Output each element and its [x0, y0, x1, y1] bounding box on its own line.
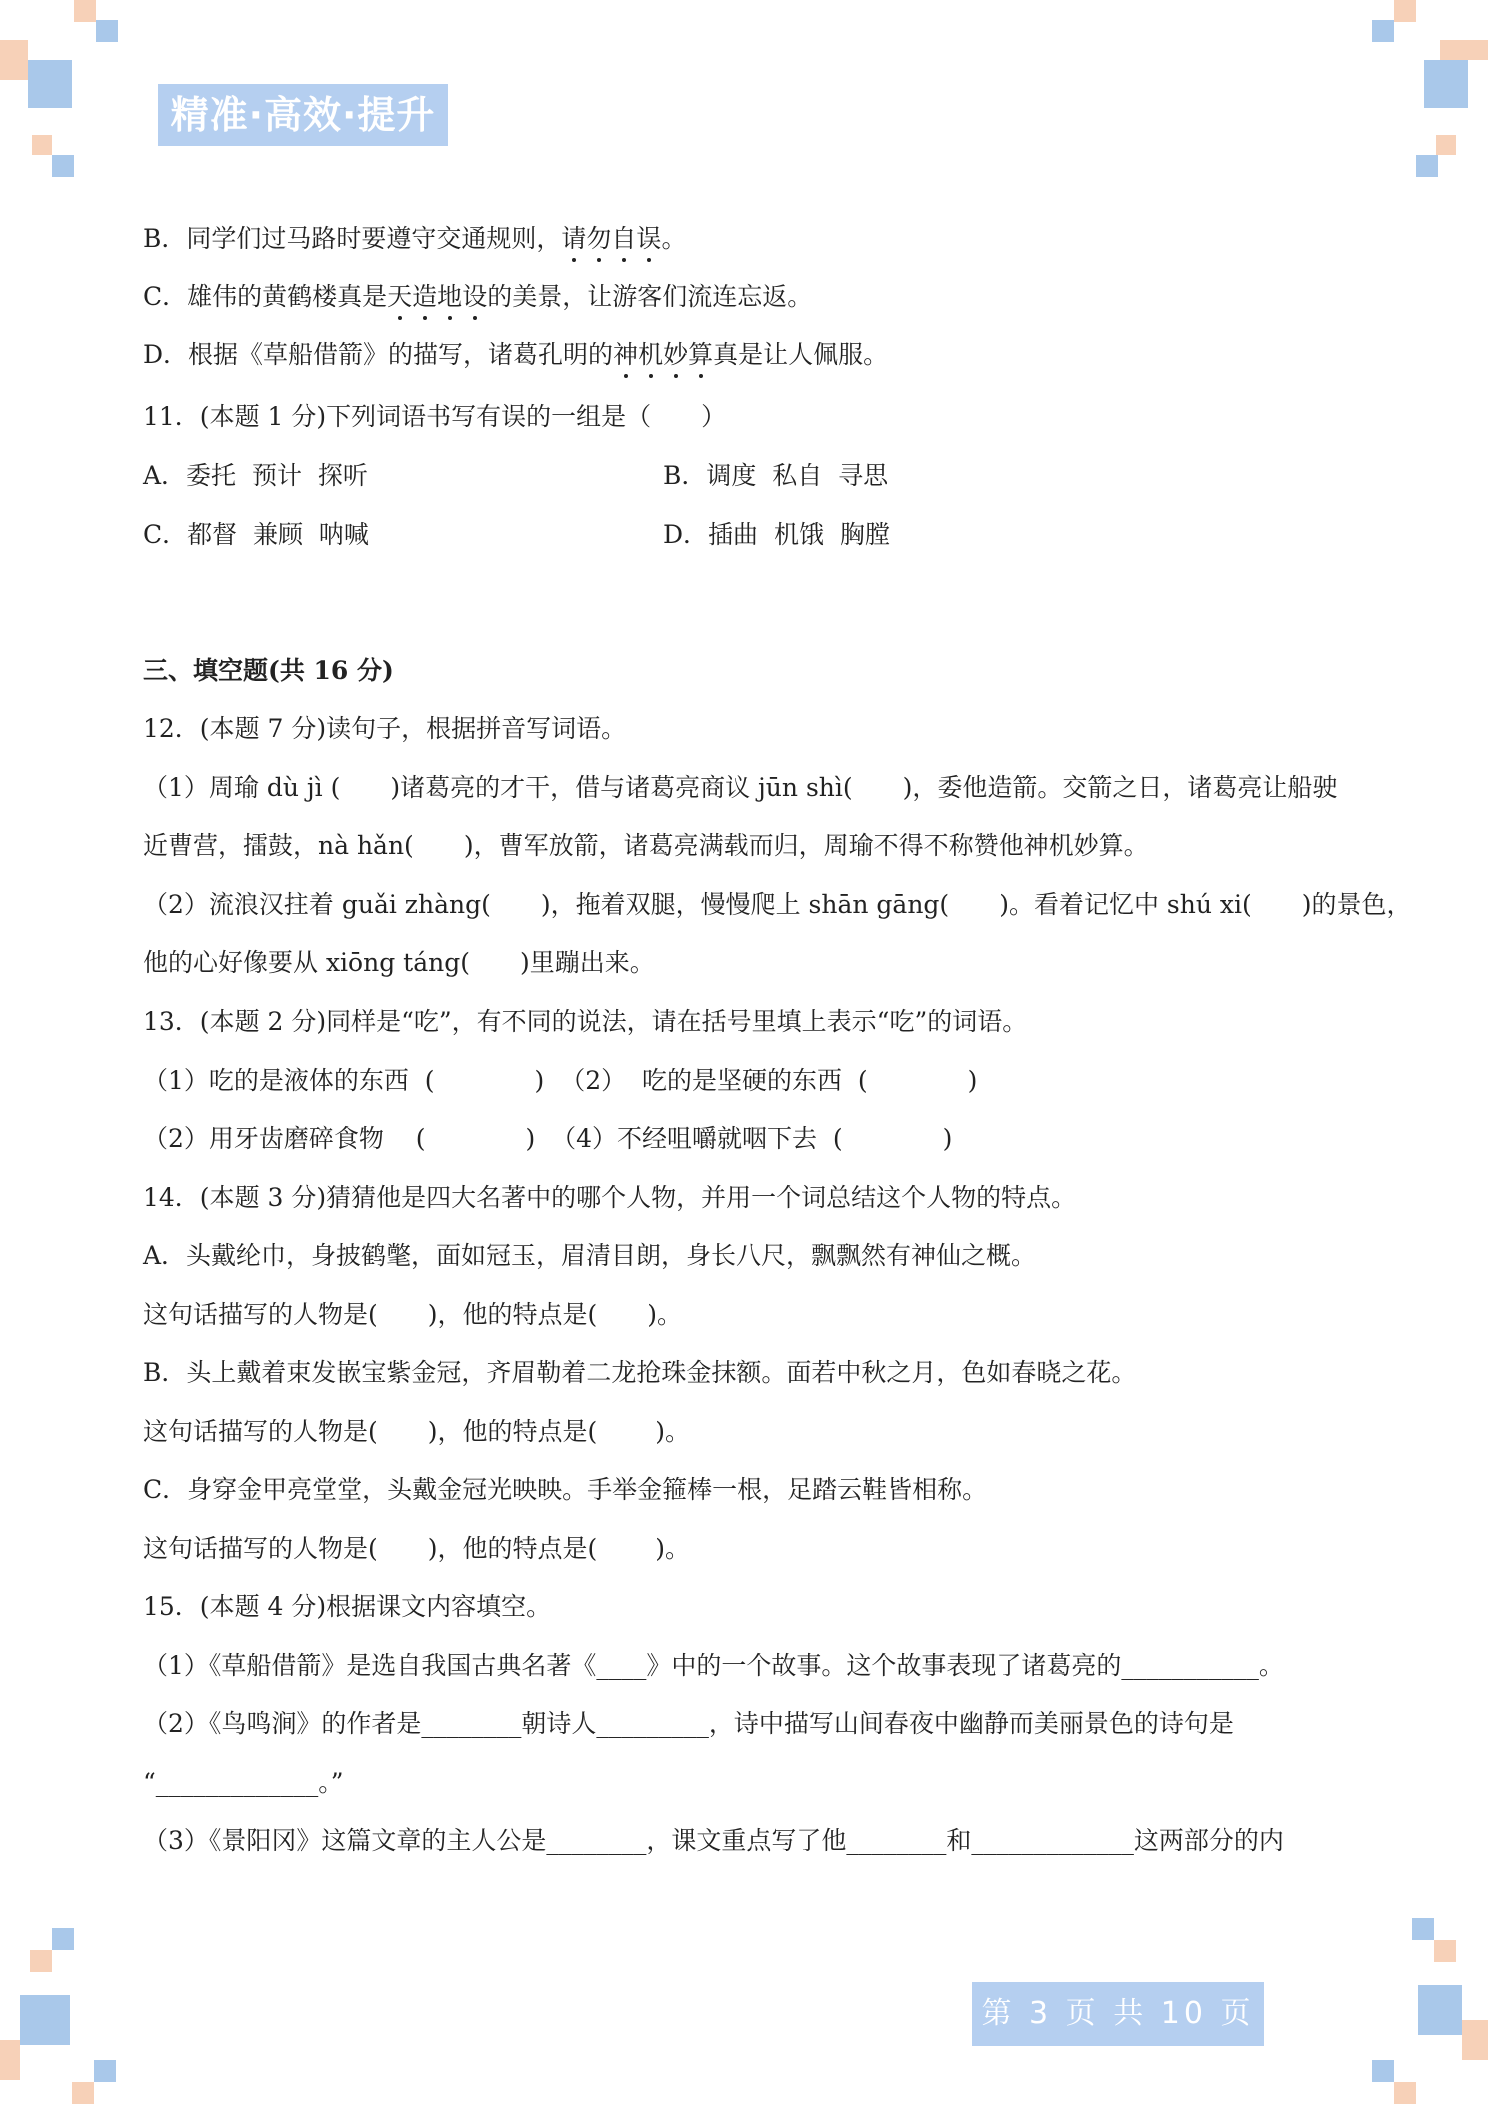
question-14-c-answer: 这句话描写的人物是( )，他的特点是( )。: [143, 1534, 690, 1563]
emphasis-char: 自: [611, 222, 636, 256]
option-a-q11: A．委托 预计 探听: [143, 461, 368, 490]
corner-decor: [52, 1928, 74, 1950]
emphasis-char: 机: [638, 338, 663, 372]
emphasis-char: 天: [387, 280, 412, 314]
emphasis-char: 妙: [663, 338, 688, 372]
emphasis-char: 误: [636, 222, 661, 256]
corner-decor: [96, 20, 118, 42]
corner-decor: [1372, 20, 1394, 42]
emphasis-char: 地: [437, 280, 462, 314]
emphasis-char: 算: [688, 338, 713, 372]
corner-decor: [1372, 2060, 1394, 2082]
question-14: 14．(本题 3 分)猜猜他是四大名著中的哪个人物，并用一个词总结这个人物的特点。: [143, 1183, 1077, 1212]
emphasis-char: 神: [613, 338, 638, 372]
question-13: 13．(本题 2 分)同样是“吃”，有不同的说法，请在括号里填上表示“吃”的词语。: [143, 1007, 1028, 1036]
emphasis-char: 请: [561, 222, 586, 256]
emphasis-char: 勿: [586, 222, 611, 256]
question-14-a: A．头戴纶巾，身披鹤氅，面如冠玉，眉清目朗，身长八尺，飘飘然有神仙之概。: [143, 1241, 1037, 1270]
question-15-part3: （3）《景阳冈》这篇文章的主人公是________，课文重点写了他________和_____________这两部分的内: [143, 1826, 1284, 1855]
option-text: 真是让人佩服。: [713, 340, 889, 369]
corner-decor: [1412, 1918, 1434, 1940]
question-12-part2: （2）流浪汉拄着 guǎi zhàng( )，拖着双腿，慢慢爬上 shān gāng( )。看着记忆中 shú xi( )的景色，: [143, 890, 1412, 919]
corner-decor: [32, 135, 52, 155]
corner-decor: [1434, 1940, 1456, 1962]
section-title: 三、填空题(共 16 分): [143, 656, 394, 685]
corner-decor: [94, 2060, 116, 2082]
corner-decor: [1416, 155, 1438, 177]
question-14-b-answer: 这句话描写的人物是( )，他的特点是( )。: [143, 1417, 690, 1446]
corner-decor: [1424, 60, 1468, 108]
option-c-q10: [143, 280, 812, 314]
option-text: 的美景，让游客们流连忘返。: [487, 282, 813, 311]
question-12-part2-cont: 他的心好像要从 xiōng táng( )里蹦出来。: [143, 948, 655, 977]
corner-decor: [1418, 1985, 1462, 2035]
question-12-part1-cont: 近曹营，擂鼓，nà hǎn( )，曹军放箭，诸葛亮满载而归，周瑜不得不称赞他神机妙算。: [143, 831, 1149, 860]
corner-decor: [52, 155, 74, 177]
option-d-q11: D．插曲 机饿 胸膛: [663, 520, 890, 549]
emphasis-char: 造: [412, 280, 437, 314]
question-15-part2: （2）《鸟鸣涧》的作者是________朝诗人_________，诗中描写山间春夜中幽静而美丽景色的诗句是: [143, 1709, 1234, 1738]
corner-decor: [1394, 2082, 1416, 2104]
corner-decor: [30, 1950, 52, 1972]
page-number: 第 3 页 共 10 页: [972, 1982, 1264, 2046]
option-text: D．根据《草船借箭》的描写，诸葛孔明的: [143, 340, 614, 369]
corner-decor: [74, 0, 96, 22]
question-12-part1: （1）周瑜 dù jì ( )诸葛亮的才干，借与诸葛亮商议 jūn shì( )，委他造箭。交箭之日，诸葛亮让船驶: [143, 773, 1338, 802]
question-15-part2-cont: “_____________。”: [143, 1768, 344, 1797]
corner-decor: [1440, 40, 1488, 60]
option-text: B．同学们过马路时要遵守交通规则，: [143, 224, 562, 253]
question-15: 15．(本题 4 分)根据课文内容填空。: [143, 1592, 552, 1621]
question-15-part1: （1）《草船借箭》是选自我国古典名著《____》中的一个故事。这个故事表现了诸葛亮的___________。: [143, 1651, 1284, 1680]
option-c-q11: C．都督 兼顾 呐喊: [143, 520, 369, 549]
question-14-c: C．身穿金甲亮堂堂，头戴金冠光映映。手举金箍棒一根，足踏云鞋皆相称。: [143, 1475, 988, 1504]
corner-decor: [28, 60, 72, 108]
corner-decor: [20, 1995, 70, 2045]
corner-decor: [72, 2082, 94, 2104]
header-banner: 精准·高效·提升: [158, 84, 448, 146]
corner-decor: [0, 40, 28, 80]
option-d-q10: [143, 338, 888, 372]
corner-decor: [0, 2040, 20, 2080]
corner-decor: [1394, 0, 1416, 22]
question-13-row2: （2）用牙齿磨碎食物 ( ) （4）不经咀嚼就咽下去 ( ): [143, 1124, 953, 1153]
option-text: C．雄伟的黄鹤楼真是: [143, 282, 388, 311]
corner-decor: [1436, 135, 1456, 155]
question-14-b: B．头上戴着束发嵌宝紫金冠，齐眉勒着二龙抢珠金抹额。面若中秋之月，色如春晓之花。: [143, 1358, 1137, 1387]
question-13-row1: （1）吃的是液体的东西 ( ) （2） 吃的是坚硬的东西 ( ): [143, 1066, 978, 1095]
option-b-q11: B．调度 私自 寻思: [663, 461, 889, 490]
option-b-q10: [143, 222, 686, 256]
emphasis-char: 设: [462, 280, 487, 314]
option-text: 。: [661, 224, 687, 253]
corner-decor: [1462, 2020, 1488, 2060]
question-11: 11．(本题 1 分)下列词语书写有误的一组是（ ）: [143, 402, 727, 431]
question-14-a-answer: 这句话描写的人物是( )，他的特点是( )。: [143, 1300, 683, 1329]
question-12: 12．(本题 7 分)读句子，根据拼音写词语。: [143, 714, 627, 743]
